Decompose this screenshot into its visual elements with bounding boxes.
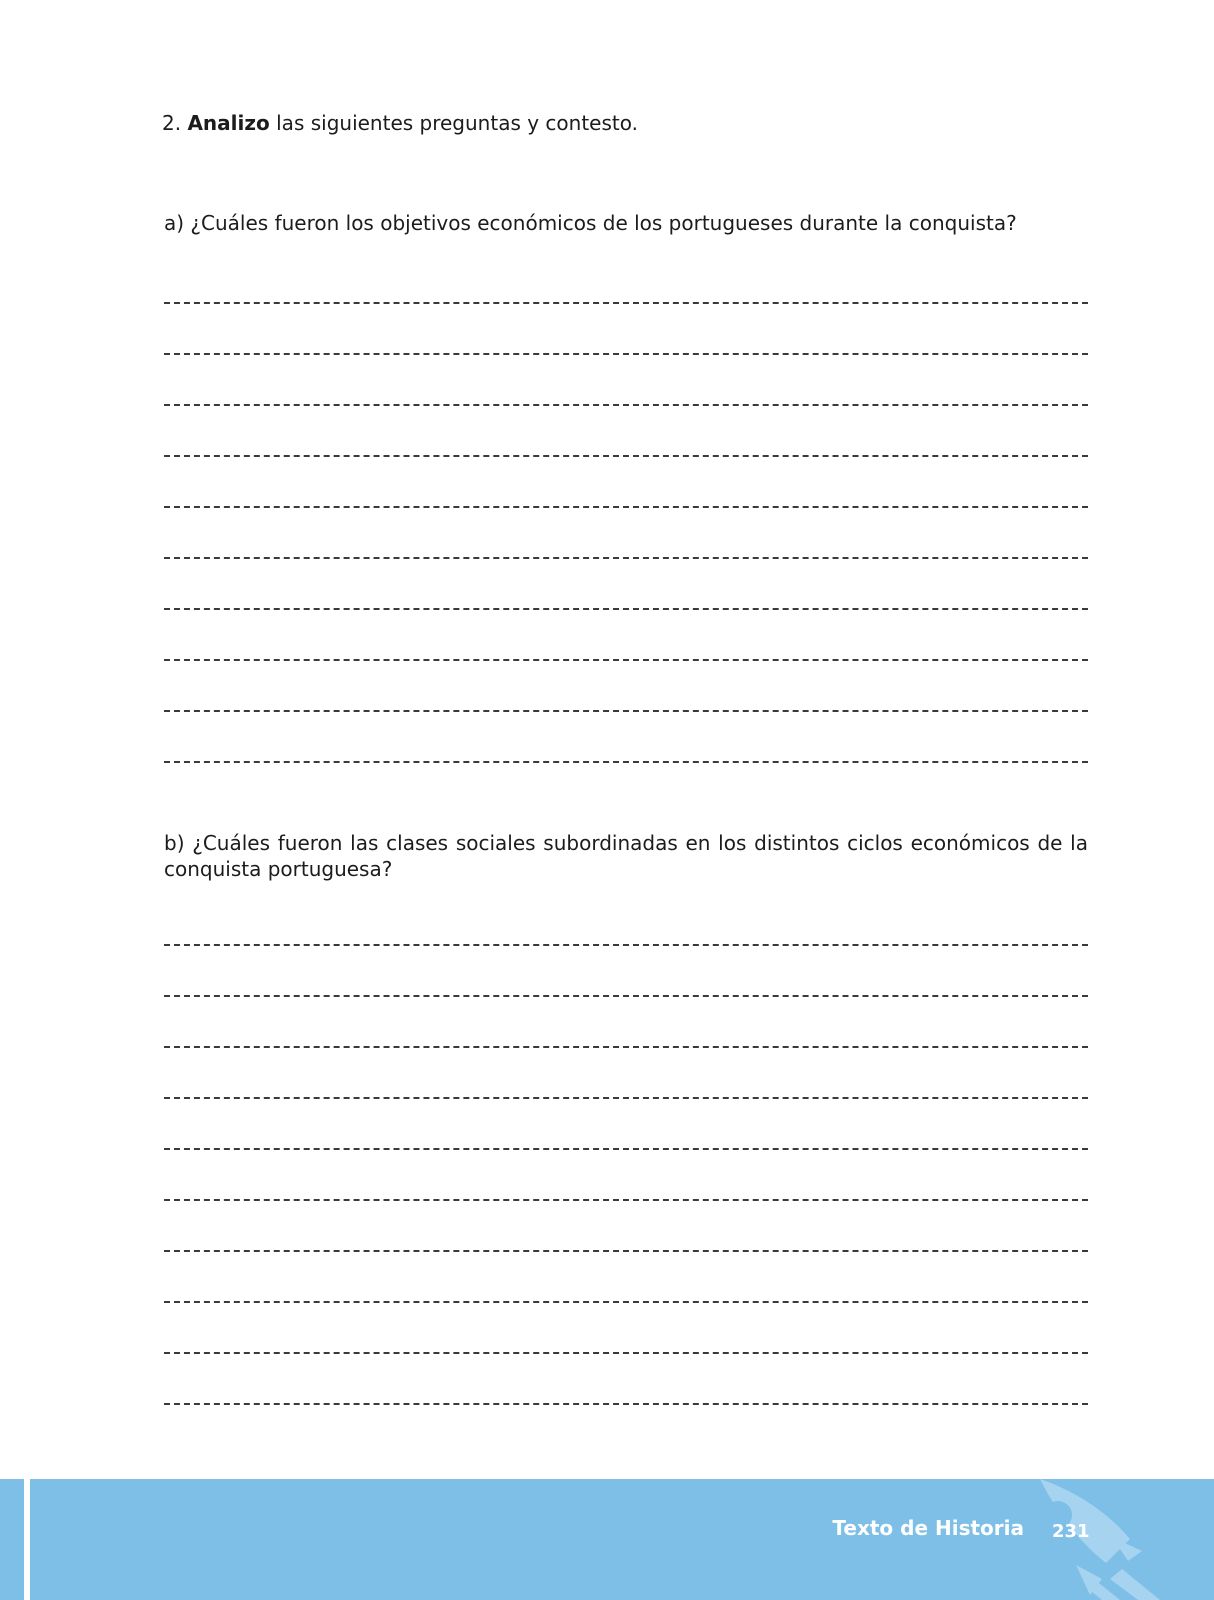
answer-line[interactable] <box>164 944 1088 946</box>
answer-line[interactable] <box>164 1097 1088 1099</box>
question-a: a) ¿Cuáles fueron los objetivos económicos de los portugueses durante la conquista? <box>164 211 1017 235</box>
answer-area-a[interactable] <box>164 302 1088 812</box>
exercise-instruction-text: las siguientes preguntas y contesto. <box>276 111 638 135</box>
answer-line[interactable] <box>164 353 1088 355</box>
exercise-verb: Analizo <box>187 111 270 135</box>
answer-area-b[interactable] <box>164 944 1088 1454</box>
exercise-number: 2. <box>162 111 182 135</box>
answer-line[interactable] <box>164 455 1088 457</box>
answer-line[interactable] <box>164 608 1088 610</box>
exercise-instruction <box>162 110 638 136</box>
rocket-icon <box>1010 1479 1180 1600</box>
answer-line[interactable] <box>164 1352 1088 1354</box>
answer-line[interactable] <box>164 1148 1088 1150</box>
answer-line[interactable] <box>164 761 1088 763</box>
answer-line[interactable] <box>164 1199 1088 1201</box>
footer-stripe <box>24 1479 30 1600</box>
answer-line[interactable] <box>164 1250 1088 1252</box>
answer-line[interactable] <box>164 557 1088 559</box>
answer-line[interactable] <box>164 710 1088 712</box>
answer-line[interactable] <box>164 995 1088 997</box>
answer-line[interactable] <box>164 404 1088 406</box>
book-title: Texto de Historia <box>832 1516 1024 1540</box>
page-footer <box>0 1479 1214 1600</box>
answer-line[interactable] <box>164 1301 1088 1303</box>
answer-line[interactable] <box>164 1403 1088 1405</box>
answer-line[interactable] <box>164 1046 1088 1048</box>
answer-line[interactable] <box>164 506 1088 508</box>
answer-line[interactable] <box>164 659 1088 661</box>
answer-line[interactable] <box>164 302 1088 304</box>
page-number: 231 <box>1052 1521 1090 1542</box>
question-b: b) ¿Cuáles fueron las clases sociales subordinadas en los distintos ciclos económicos de la conquista portuguesa? <box>164 831 1088 881</box>
